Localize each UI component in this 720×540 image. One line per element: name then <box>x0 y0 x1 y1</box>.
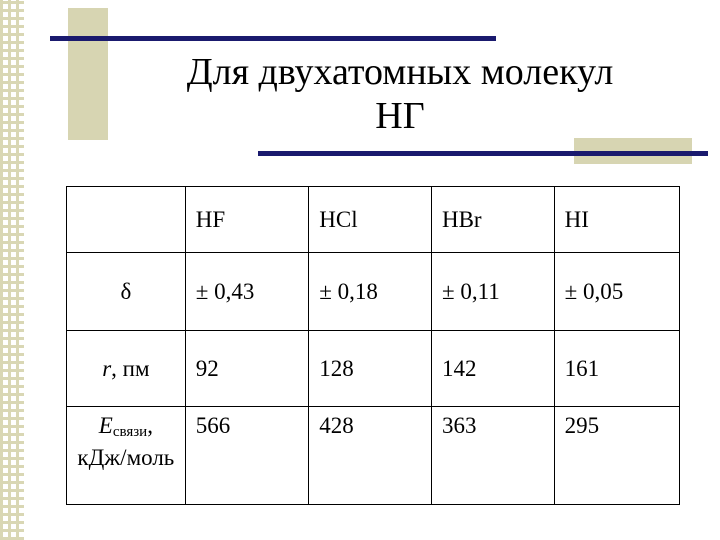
row-label-unit: , пм <box>111 355 150 381</box>
table-header-row <box>67 187 680 253</box>
table-row <box>67 253 680 331</box>
table-row <box>67 407 680 505</box>
row-label: δ <box>67 253 186 331</box>
table-corner-cell <box>67 187 186 253</box>
table-cell: 428 <box>309 407 432 505</box>
column-header: HBr <box>431 187 554 253</box>
table-cell: 161 <box>554 331 679 407</box>
decorative-strip <box>0 0 24 540</box>
row-label-subscript: связи <box>112 424 148 440</box>
table-cell: 92 <box>185 331 309 407</box>
decorative-block-left <box>68 8 108 140</box>
table-cell: ± 0,05 <box>554 253 679 331</box>
row-label-symbol: E <box>98 413 113 438</box>
row-label-symbol: r <box>102 355 112 381</box>
column-header: HI <box>554 187 679 253</box>
title-rule-top <box>50 36 496 41</box>
title-rule-bottom <box>258 151 708 156</box>
row-label <box>67 331 186 407</box>
slide-title-line1: Для двухатомных молекул <box>186 51 614 93</box>
table-cell: 566 <box>185 407 309 505</box>
table-cell: 128 <box>309 331 432 407</box>
table-cell: 363 <box>431 407 554 505</box>
row-label-unit: кДж/моль <box>77 445 175 470</box>
molecule-properties-table <box>66 186 680 505</box>
table-cell: ± 0,43 <box>185 253 309 331</box>
slide-title <box>110 50 690 138</box>
table-cell: 295 <box>554 407 679 505</box>
column-header: HCl <box>309 187 432 253</box>
table-cell: ± 0,18 <box>309 253 432 331</box>
slide-title-line2: НГ <box>375 95 425 137</box>
row-label <box>67 407 186 505</box>
column-header: HF <box>185 187 309 253</box>
table-cell: ± 0,11 <box>431 253 554 331</box>
table-row <box>67 331 680 407</box>
table-cell: 142 <box>431 331 554 407</box>
row-label-comma: , <box>147 413 153 438</box>
